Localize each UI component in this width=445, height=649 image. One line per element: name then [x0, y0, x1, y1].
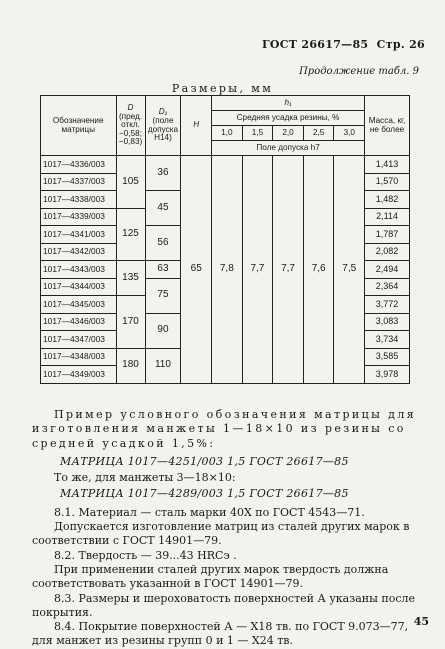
designation-cell: 1017—4348/003	[41, 348, 117, 366]
mass-cell: 1,413	[365, 156, 410, 174]
body-text	[32, 408, 417, 649]
D-cell: 125	[116, 208, 145, 261]
shrink-header: Средняя усадка резины, %	[212, 111, 365, 126]
h-cell: 7,5	[334, 156, 365, 384]
designation-cell: 1017—4342/003	[41, 243, 117, 261]
mass-cell: 3,772	[365, 296, 410, 314]
mass-cell: 1,787	[365, 226, 410, 244]
col-mass-header: Масса, кг, не более	[365, 96, 410, 156]
designation-cell: 1017—4349/003	[41, 366, 117, 384]
shrink-value: 3,0	[334, 126, 365, 141]
designation-cell: 1017—4347/003	[41, 331, 117, 349]
example-intro: Пример условного обозначения матрицы для изготовления манжеты 1—18×10 из резины со средней усадкой 1,5%:	[32, 408, 417, 450]
col-H-header: H	[181, 96, 212, 156]
col-D-header: D (пред. откл. −0,58; −0,83)	[116, 96, 145, 156]
example-designation-1: МАТРИЦА 1017—4251/003 1,5 ГОСТ 26617—85	[60, 454, 349, 468]
h-cell: 7,6	[303, 156, 334, 384]
shrink-value: 2,5	[303, 126, 334, 141]
designation-cell: 1017—4336/003	[41, 156, 117, 174]
designation-cell: 1017—4337/003	[41, 173, 117, 191]
D-cell: 135	[116, 261, 145, 296]
dimensions-table	[40, 95, 410, 384]
h-cell: 7,7	[242, 156, 273, 384]
D1-cell: 63	[145, 261, 181, 279]
D-cell: 105	[116, 156, 145, 209]
mass-cell: 2,114	[365, 208, 410, 226]
clause-8-2-note: При применении сталей других марок твердость должна соответствовать указанной в ГОСТ 14901—79.	[32, 562, 389, 591]
page-number: 45	[413, 615, 429, 628]
tolerance-field-header: Поле допуска h7	[212, 141, 365, 156]
mass-cell: 3,585	[365, 348, 410, 366]
mass-cell: 1,482	[365, 191, 410, 209]
col-D1-header: D₁ (поле допуска H14)	[145, 96, 181, 156]
clause-8-3: 8.3. Размеры и шероховатость поверхностей А указаны после покрытия.	[32, 591, 415, 619]
mass-cell: 3,083	[365, 313, 410, 331]
clause-8-1-note: Допускается изготовление матриц из сталей других марок в соответствии с ГОСТ 14901—79.	[32, 520, 410, 548]
D1-cell: 45	[145, 191, 181, 226]
page-label: Стр. 26	[376, 38, 425, 51]
designation-cell: 1017—4346/003	[41, 313, 117, 331]
D1-cell: 90	[145, 313, 181, 348]
table-continuation: Продолжение табл. 9	[299, 66, 419, 77]
example-designation-2: МАТРИЦА 1017—4289/003 1,5 ГОСТ 26617—85	[60, 487, 349, 501]
col-designation-header: Обозначение матрицы	[41, 96, 117, 156]
shrink-value: 1,0	[212, 126, 243, 141]
shrink-value: 1,5	[242, 126, 273, 141]
designation-cell: 1017—4344/003	[41, 278, 117, 296]
clause-8-4: 8.4. Покрытие поверхностей А — Х18 тв. по ГОСТ 9.073—77, для манжет из резины групп 0 и 1 — Х24 тв.	[32, 620, 409, 648]
mass-cell: 3,978	[365, 366, 410, 384]
designation-cell: 1017—4345/003	[41, 296, 117, 314]
D-cell: 180	[116, 348, 145, 383]
D-cell: 170	[116, 296, 145, 349]
h-cell: 7,7	[273, 156, 304, 384]
mass-cell: 2,082	[365, 243, 410, 261]
clause-8-2: 8.2. Твердость — 39...43 HRCэ .	[54, 548, 237, 562]
mass-cell: 2,494	[365, 261, 410, 279]
D1-cell: 75	[145, 278, 181, 313]
shrink-value: 2,0	[273, 126, 304, 141]
standard-number: ГОСТ 26617—85	[261, 38, 369, 51]
same-for-label: То же, для манжеты 3—18×10:	[54, 471, 236, 485]
designation-cell: 1017—4339/003	[41, 208, 117, 226]
designation-cell: 1017—4341/003	[41, 226, 117, 244]
mass-cell: 2,364	[365, 278, 410, 296]
mass-cell: 3,734	[365, 331, 410, 349]
mass-cell: 1,570	[365, 173, 410, 191]
h-cell: 7,8	[212, 156, 243, 384]
designation-cell: 1017—4343/003	[41, 261, 117, 279]
clause-8-1: 8.1. Материал — сталь марки 40Х по ГОСТ 4543—71.	[54, 505, 365, 519]
col-h-header: h₁	[212, 96, 365, 111]
table-row	[41, 156, 410, 174]
table-subtitle: Размеры, мм	[171, 82, 274, 95]
D1-cell: 36	[145, 156, 181, 191]
H-cell: 65	[181, 156, 212, 384]
designation-cell: 1017—4338/003	[41, 191, 117, 209]
header-standard	[262, 38, 425, 51]
D1-cell: 56	[145, 226, 181, 261]
D1-cell: 110	[145, 348, 181, 383]
